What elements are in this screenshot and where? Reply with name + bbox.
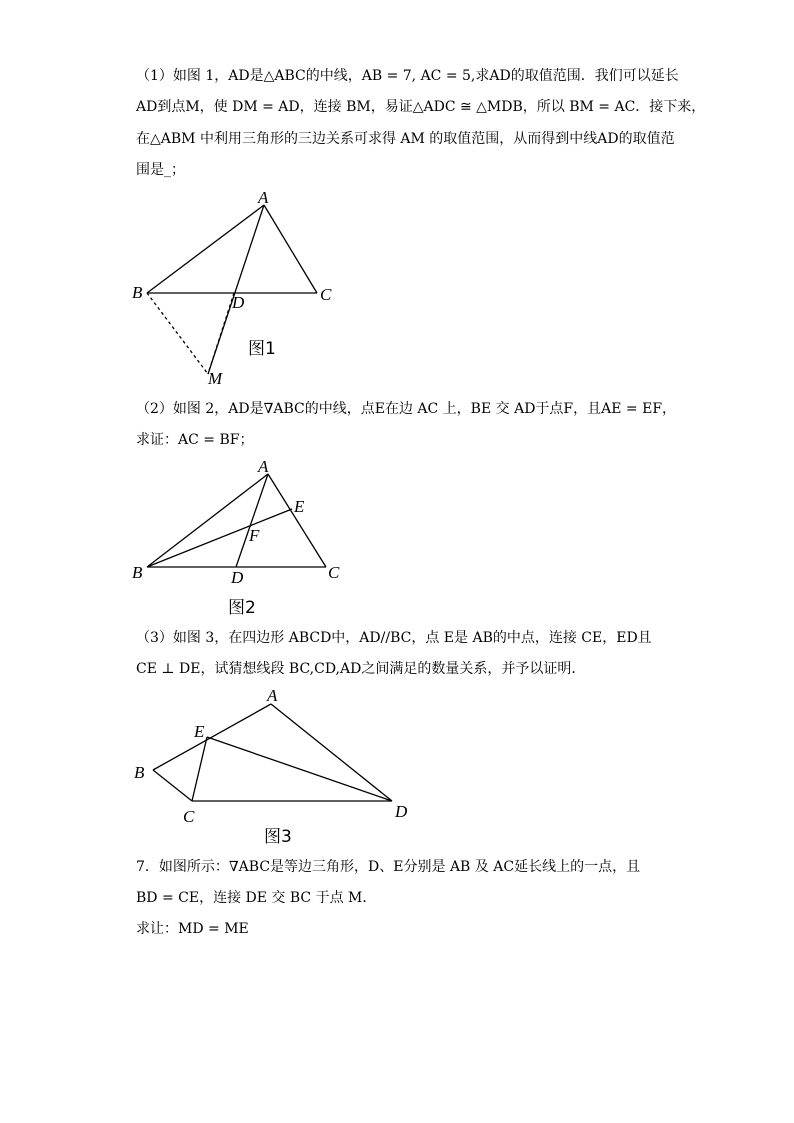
part2-line2: 求证：AC = BF； bbox=[136, 432, 254, 448]
figure2-label-C: C bbox=[328, 563, 340, 582]
part3-line1: （3）如图 3，在四边形 ABCD中，AD//BC，点 E是 AB的中点，连接 CE，ED且 bbox=[136, 630, 652, 646]
figure2-lines bbox=[147, 474, 326, 567]
figure3-lines bbox=[153, 704, 392, 801]
figure2-label-B: B bbox=[132, 563, 143, 582]
figure2-caption: 图2 bbox=[228, 598, 256, 618]
figure1-label-C: C bbox=[320, 285, 332, 304]
part2-line1: （2）如图 2，AD是∇ABC的中线，点E在边 AC 上，BE 交 AD于点F，且AE = EF， bbox=[136, 401, 677, 417]
problem7-line2: BD = CE，连接 DE 交 BC 于点 M． bbox=[136, 890, 377, 906]
figure2-label-F: F bbox=[249, 526, 260, 545]
problem7-line3: 求让：MD = ME bbox=[136, 921, 249, 937]
figure3-label-B: B bbox=[134, 763, 145, 782]
figure3-label-D: D bbox=[395, 802, 408, 821]
figure3-caption: 图3 bbox=[264, 827, 292, 847]
part1-line4: 围是_； bbox=[136, 162, 185, 178]
figure1-lines bbox=[147, 205, 317, 374]
figure1-label-D: D bbox=[232, 293, 245, 312]
part1-line2: AD到点M，使 DM = AD，连接 BM，易证△ADC ≅ △MDB，所以 BM = AC．接下来， bbox=[136, 99, 706, 115]
figure2-label-D: D bbox=[231, 568, 244, 587]
figure1-label-B: B bbox=[132, 283, 143, 302]
figure3-label-A: A bbox=[267, 686, 278, 705]
figure1-label-A: A bbox=[258, 188, 269, 207]
figure2-label-E: E bbox=[294, 497, 305, 516]
problem7-line1: 7．如图所示：∇ABC是等边三角形，D、E分别是 AB 及 AC延长线上的一点，且 bbox=[136, 859, 641, 875]
figure1-label-M: M bbox=[208, 369, 223, 388]
part1-line3: 在△ABM 中利用三角形的三边关系可求得 AM 的取值范围，从而得到中线AD的取值范 bbox=[136, 131, 675, 147]
figure3-label-C: C bbox=[183, 807, 195, 826]
part3-line2: CE ⊥ DE，试猜想线段 BC,CD,AD之间满足的数量关系，并予以证明． bbox=[136, 661, 586, 677]
figure2-label-A: A bbox=[258, 457, 269, 476]
part1-line1: （1）如图 1，AD是△ABC的中线，AB = 7, AC = 5,求AD的取值范围．我们可以延长 bbox=[136, 68, 679, 84]
figure3-label-E: E bbox=[194, 722, 205, 741]
figure1-caption: 图1 bbox=[248, 339, 276, 359]
